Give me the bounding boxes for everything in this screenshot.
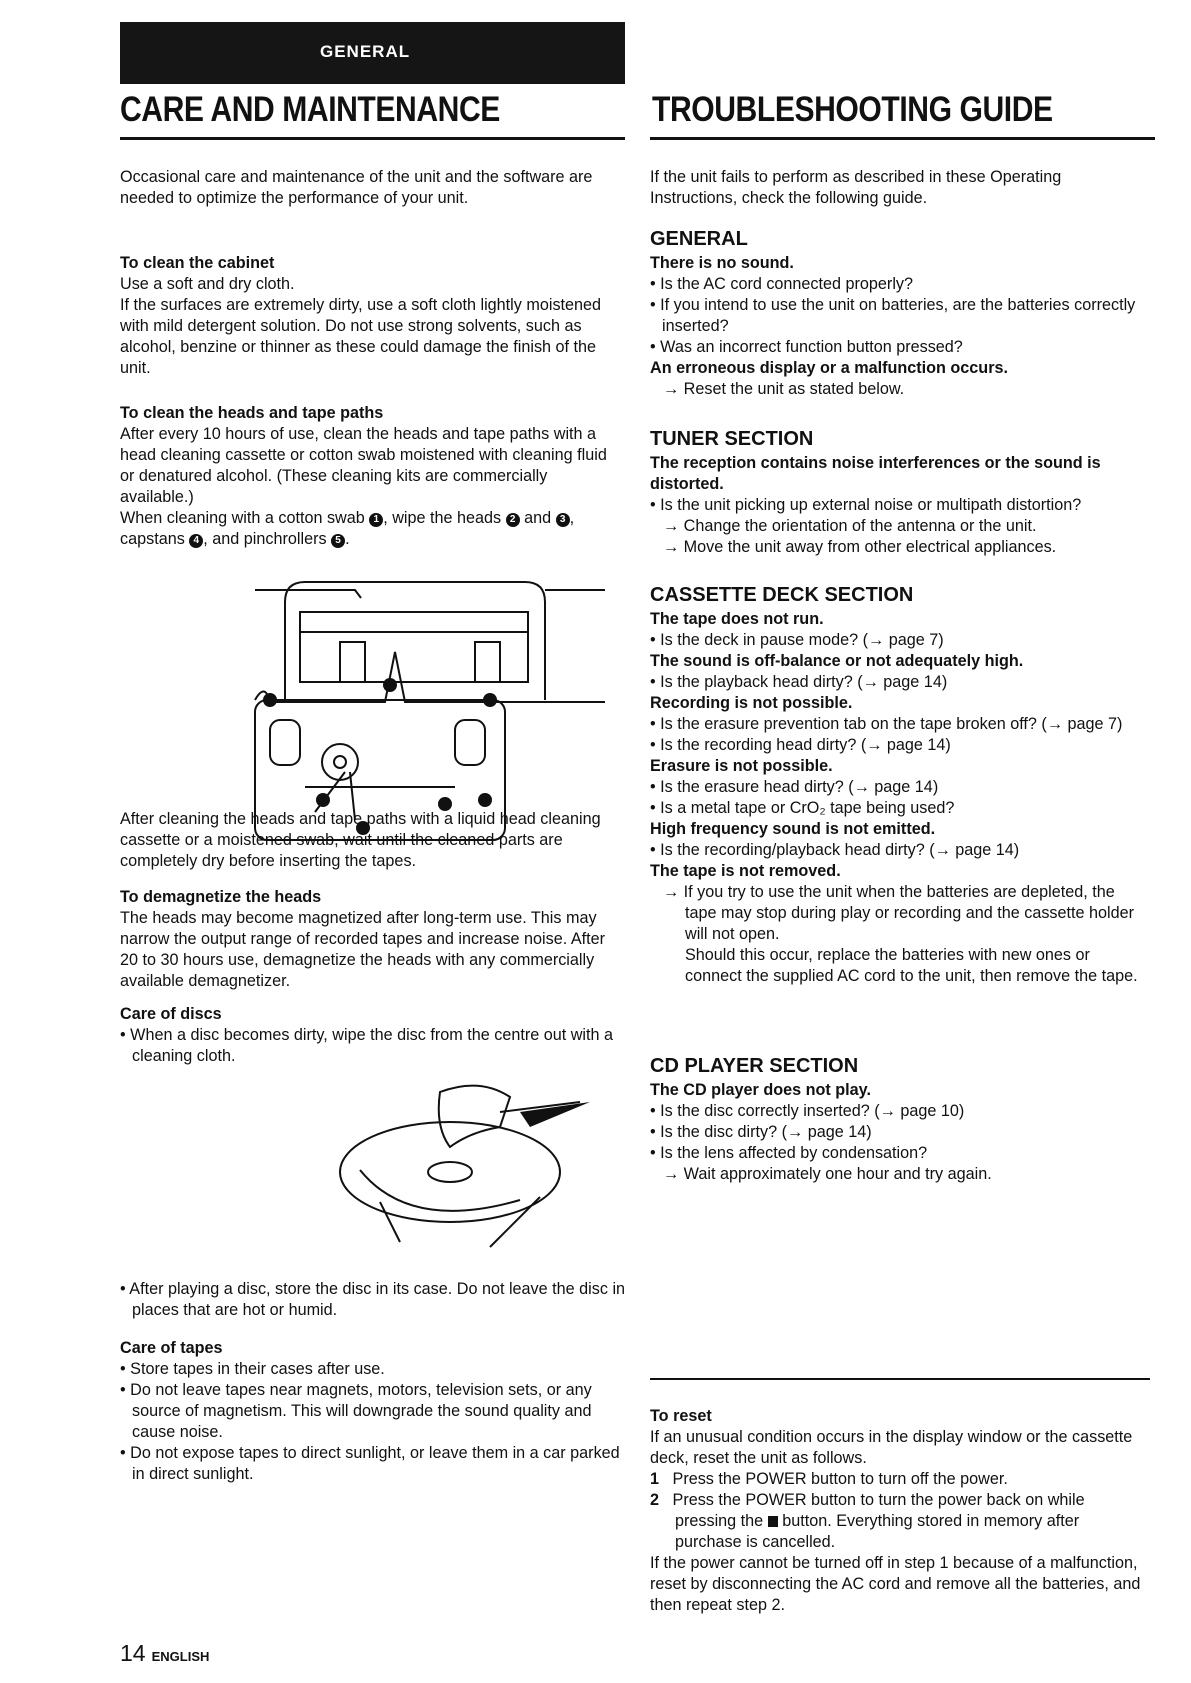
reset-block bbox=[650, 1406, 1150, 1616]
marker-1: 1 bbox=[369, 513, 383, 527]
marker-3: 3 bbox=[556, 513, 570, 527]
care-title: CARE AND MAINTENANCE bbox=[120, 90, 500, 129]
cassette-bullet: • Is a metal tape or CrO₂ tape being used? bbox=[650, 799, 955, 817]
discs-block bbox=[120, 1004, 625, 1067]
tuner-answer: → Move the unit away from other electrical appliances. bbox=[663, 538, 1057, 556]
after-cleaning-note: After cleaning the heads and tape paths with a liquid head cleaning cassette or a moistened swab, wait until the cleaned parts are completely dry before inserting the tapes. bbox=[120, 810, 601, 870]
reset-divider bbox=[650, 1378, 1150, 1380]
disc-cleaning-illustration bbox=[250, 1072, 610, 1252]
tuner-title: TUNER SECTION bbox=[650, 428, 814, 450]
general-q1-bullet: • Is the AC cord connected properly? bbox=[650, 275, 914, 293]
cassette-section bbox=[650, 585, 1150, 987]
heads-p1: After every 10 hours of use, clean the heads and tape paths with a head cleaning cassette or cotton swab moistened with cleaning fluid or denatured alcohol. (These cleaning kits are commercially available.) bbox=[120, 425, 607, 506]
demag-heading: To demagnetize the heads bbox=[120, 888, 322, 906]
heads-p2: When cleaning with a cotton swab 1 , wipe the heads 2 and 3 , capstans 4 , and pinchrollers 5 . bbox=[120, 509, 575, 548]
cassette-answer: Should this occur, replace the batteries with new ones or connect the supplied AC cord to the unit, then remove the tape. bbox=[685, 946, 1138, 985]
banner-label: GENERAL bbox=[320, 42, 411, 61]
section-banner bbox=[120, 22, 625, 84]
discs-bullet-2: • After playing a disc, store the disc in its case. Do not leave the disc in places that are hot or humid. bbox=[120, 1280, 626, 1319]
cd-bullet: • Is the lens affected by condensation? bbox=[650, 1144, 928, 1162]
cassette-bullet: • Is the erasure prevention tab on the tape broken off? (→ page 7) bbox=[650, 715, 1123, 733]
left-title-rule bbox=[120, 137, 625, 140]
tapes-heading: Care of tapes bbox=[120, 1339, 223, 1357]
cassette-bullet: • Is the recording head dirty? (→ page 14) bbox=[650, 736, 951, 754]
cd-bullet: • Is the disc dirty? (→ page 14) bbox=[650, 1123, 872, 1141]
cassette-deck-illustration bbox=[245, 572, 625, 844]
discs-bullet-1: • When a disc becomes dirty, wipe the disc from the centre out with a cleaning cloth. bbox=[120, 1026, 614, 1065]
marker-2: 2 bbox=[506, 513, 520, 527]
trouble-intro: If the unit fails to perform as described in these Operating Instructions, check the following guide. bbox=[650, 168, 1062, 207]
tapes-bullet-1: • Store tapes in their cases after use. bbox=[120, 1360, 385, 1378]
general-q2-answer: → Reset the unit as stated below. bbox=[663, 380, 905, 398]
cassette-q5: High frequency sound is not emitted. bbox=[650, 820, 936, 838]
tuner-bullet: • Is the unit picking up external noise or multipath distortion? bbox=[650, 496, 1082, 514]
cassette-bullet: • Is the playback head dirty? (→ page 14) bbox=[650, 673, 948, 691]
general-title: GENERAL bbox=[650, 228, 748, 250]
page-footer bbox=[120, 1640, 209, 1667]
cabinet-p1: Use a soft and dry cloth. bbox=[120, 275, 295, 293]
cd-section bbox=[650, 1056, 1150, 1185]
cabinet-block bbox=[120, 253, 625, 379]
cassette-title: CASSETTE DECK SECTION bbox=[650, 584, 914, 606]
troubleshooting-title: TROUBLESHOOTING GUIDE bbox=[652, 90, 1053, 129]
cd-answer: → Wait approximately one hour and try again. bbox=[663, 1165, 992, 1183]
cassette-answer: → If you try to use the unit when the batteries are depleted, the tape may stop during play or recording and the cassette holder will not open. bbox=[663, 883, 1135, 943]
general-section bbox=[650, 229, 1150, 400]
tuner-section bbox=[650, 429, 1150, 558]
cassette-q2: The sound is off-balance or not adequately high. bbox=[650, 652, 1024, 670]
marker-5: 5 bbox=[331, 534, 345, 548]
tuner-q1: The reception contains noise interferences or the sound is distorted. bbox=[650, 454, 1101, 493]
cassette-q4: Erasure is not possible. bbox=[650, 757, 833, 775]
cd-title: CD PLAYER SECTION bbox=[650, 1055, 859, 1077]
right-title-rule bbox=[650, 137, 1155, 140]
page-number: 14 bbox=[120, 1640, 146, 1666]
reset-heading: To reset bbox=[650, 1407, 712, 1425]
stop-icon bbox=[768, 1516, 778, 1527]
cassette-bullet: • Is the erasure head dirty? (→ page 14) bbox=[650, 778, 939, 796]
marker-4: 4 bbox=[189, 534, 203, 548]
tapes-block bbox=[120, 1338, 625, 1485]
reset-p2: If the power cannot be turned off in step 1 because of a malfunction, reset by disconnecting the AC cord and remove all the batteries, and then repeat step 2. bbox=[650, 1554, 1141, 1614]
heads-block bbox=[120, 403, 625, 550]
reset-step-2: 2 Press the POWER button to turn the power back on while pressing the button. Everything stored in memory after purchase is cancelled. bbox=[650, 1491, 1085, 1551]
cassette-bullet: • Is the recording/playback head dirty? (→ page 14) bbox=[650, 841, 1020, 859]
tapes-bullet-3: • Do not expose tapes to direct sunlight, or leave them in a car parked in direct sunlight. bbox=[120, 1444, 620, 1483]
cassette-q3: Recording is not possible. bbox=[650, 694, 853, 712]
care-intro: Occasional care and maintenance of the unit and the software are needed to optimize the performance of your unit. bbox=[120, 168, 593, 207]
general-q1-bullet: • Was an incorrect function button pressed? bbox=[650, 338, 963, 356]
heads-heading: To clean the heads and tape paths bbox=[120, 404, 384, 422]
demag-block bbox=[120, 887, 625, 992]
cabinet-p2: If the surfaces are extremely dirty, use a soft cloth lightly moistened with mild detergent solution. Do not use strong solvents, such as alcohol, benzine or thinner as these could damage the finish of the unit. bbox=[120, 296, 602, 377]
general-q1: There is no sound. bbox=[650, 254, 794, 272]
reset-step-1: 1 Press the POWER button to turn off the power. bbox=[650, 1470, 1008, 1488]
cassette-q1: The tape does not run. bbox=[650, 610, 824, 628]
tapes-bullet-2: • Do not leave tapes near magnets, motors, television sets, or any source of magnetism. This will downgrade the sound quality and cause noise. bbox=[120, 1381, 592, 1441]
tuner-answer: → Change the orientation of the antenna or the unit. bbox=[663, 517, 1037, 535]
cd-bullet: • Is the disc correctly inserted? (→ page 10) bbox=[650, 1102, 965, 1120]
cassette-bullet: • Is the deck in pause mode? (→ page 7) bbox=[650, 631, 944, 649]
cassette-q6: The tape is not removed. bbox=[650, 862, 841, 880]
cabinet-heading: To clean the cabinet bbox=[120, 254, 275, 272]
language-label: ENGLISH bbox=[151, 1649, 210, 1664]
general-q1-bullet: • If you intend to use the unit on batteries, are the batteries correctly inserted? bbox=[650, 296, 1136, 335]
discs-heading: Care of discs bbox=[120, 1005, 222, 1023]
demag-p1: The heads may become magnetized after long-term use. This may narrow the output range of recorded tapes and increase noise. After 20 to 30 hours use, demagnetize the heads with any commercially available demagnetizer. bbox=[120, 909, 606, 990]
cd-q1: The CD player does not play. bbox=[650, 1081, 871, 1099]
general-q2: An erroneous display or a malfunction occurs. bbox=[650, 359, 1008, 377]
reset-p1: If an unusual condition occurs in the display window or the cassette deck, reset the unit as follows. bbox=[650, 1428, 1133, 1467]
